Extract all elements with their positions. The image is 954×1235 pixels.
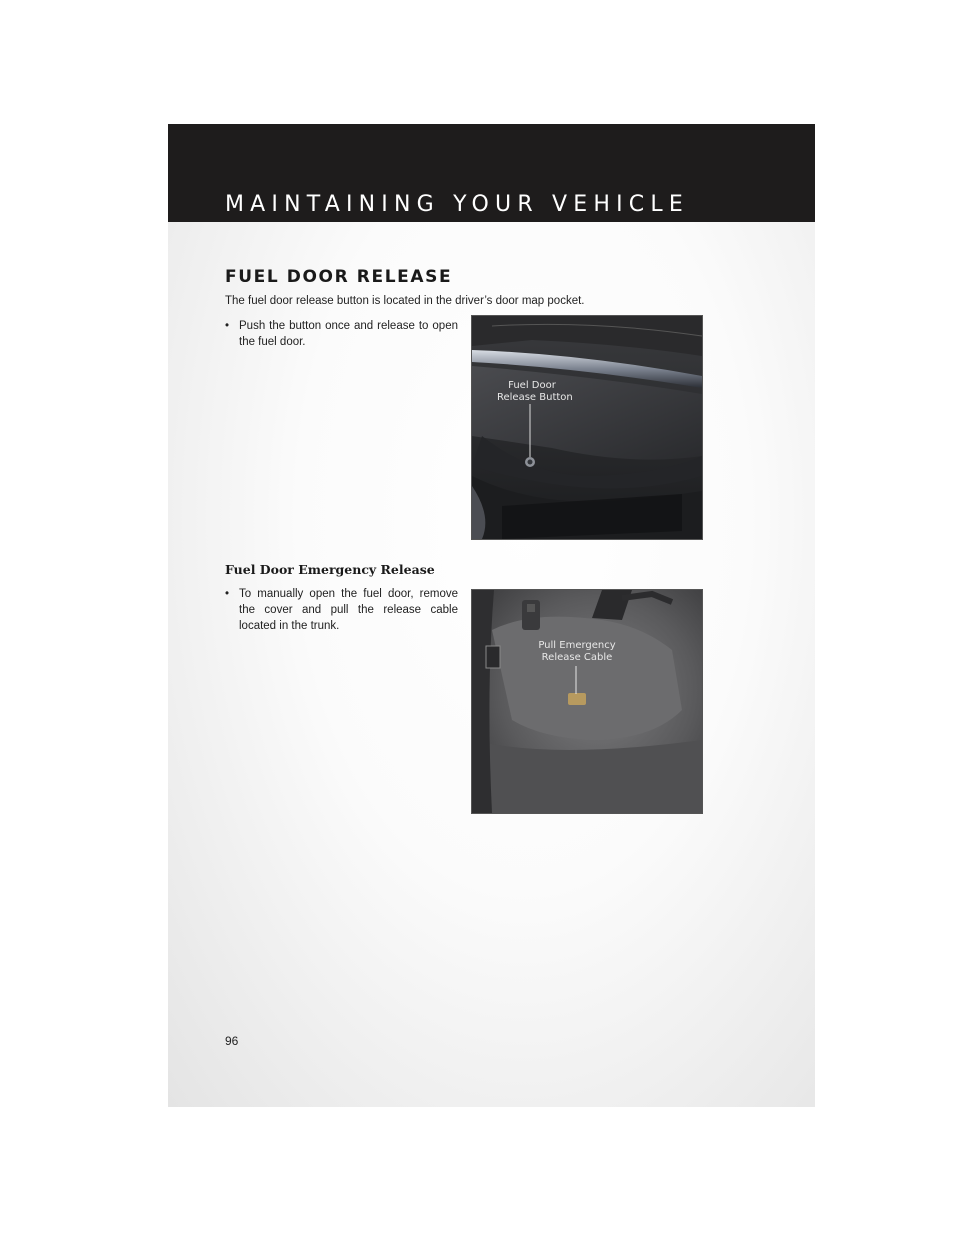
bullet-item xyxy=(225,318,458,350)
fuel-door-button-photo xyxy=(471,315,703,540)
bullet-glyph: • xyxy=(225,320,230,332)
section-title: FUEL DOOR RELEASE xyxy=(225,267,453,287)
callout-line-1: Fuel Door xyxy=(508,380,556,391)
subsection-title: Fuel Door Emergency Release xyxy=(225,562,435,577)
bullet-text: To manually open the fuel door, remove the cover and pull the release cable located in the trunk. xyxy=(239,588,458,632)
chapter-title: MAINTAINING YOUR VEHICLE xyxy=(225,192,689,217)
bullet-glyph: • xyxy=(225,588,230,600)
callout-line-2: Release Cable xyxy=(541,652,613,663)
bullet-text: Push the button once and release to open the fuel door. xyxy=(239,320,458,348)
bullet-item xyxy=(225,586,458,634)
callout-line-2: Release Button xyxy=(497,392,573,403)
intro-paragraph: The fuel door release button is located in the driver’s door map pocket. xyxy=(225,295,585,307)
page-number: 96 xyxy=(225,1034,239,1048)
callout-emergency-release xyxy=(537,640,617,664)
callout-fuel-door-button xyxy=(497,380,573,404)
manual-page xyxy=(168,124,815,1107)
emergency-release-photo xyxy=(471,589,703,814)
trunk-illustration xyxy=(472,590,702,813)
door-pocket-illustration xyxy=(472,316,702,539)
callout-line-1: Pull Emergency xyxy=(538,640,616,651)
header-bar xyxy=(168,124,815,222)
